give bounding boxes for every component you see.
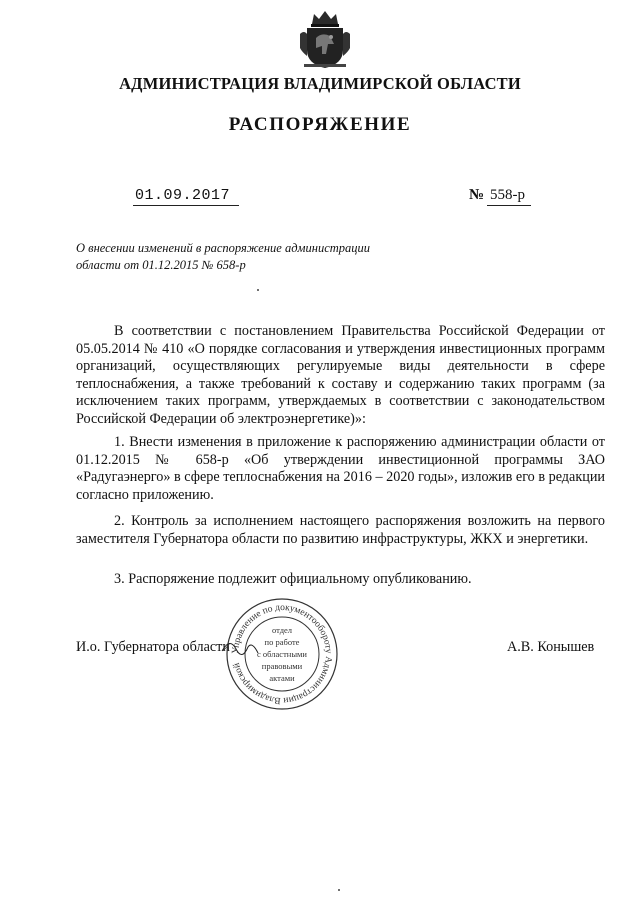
subject-line-2: области от 01.12.2015 № 658-р: [76, 258, 246, 272]
organization-title: АДМИНИСТРАЦИЯ ВЛАДИМИРСКОЙ ОБЛАСТИ: [119, 74, 521, 93]
number-underline: [487, 205, 531, 206]
document-number: 558-р: [490, 187, 525, 203]
document-subject: [76, 240, 396, 274]
document-type-title: РАСПОРЯЖЕНИЕ: [228, 114, 412, 135]
signer-position: И.о. Губернатора области: [76, 639, 230, 655]
official-stamp: [218, 597, 346, 711]
scan-speck: [257, 289, 259, 291]
body-paragraph-item-1: 1. Внести изменения в приложение к распоряжению администрации области от 01.12.2015 № 658-р «Об утверждении инвестиционной программы ЗАО «Радугаэнерго» в сфере теплоснабжения на 2016 – 2020 годы», изложив его в редакции согласно приложению.: [76, 434, 605, 503]
stamp-ring-text: Управление по документообороту Администрации Владимирской: [230, 602, 334, 706]
stamp-line-5: актами: [269, 673, 295, 683]
stamp-line-4: правовыми: [261, 661, 303, 671]
body-paragraph-preamble: В соответствии с постановлением Правительства Российской Федерации от 05.05.2014 № 410 «О порядке согласования и утверждения инвестиционных программ организаций, осуществляющих регулируемые виды деятельности в сфере теплоснабжения, а также требований к составу и содержанию таких программ (за исключением таких программ, утверждаемых в соответствии с законодательством Российской Федерации об электроэнергетике)»:: [76, 323, 605, 427]
stamp-line-3: с областными: [257, 649, 307, 659]
date-underline: [133, 205, 239, 206]
stamp-line-2: по работе: [264, 637, 300, 647]
signer-name: А.В. Конышев: [507, 639, 595, 655]
body-paragraph-item-2: 2. Контроль за исполнением настоящего распоряжения возложить на первого заместителя Губернатора области по развитию инфраструктуры, ЖКХ и энергетики.: [76, 513, 605, 547]
document-date: 01.09.2017: [135, 187, 231, 204]
scan-speck: [338, 889, 340, 891]
stamp-line-1: отдел: [271, 625, 293, 635]
body-paragraph-item-3: 3. Распоряжение подлежит официальному опубликованию.: [114, 571, 472, 587]
subject-line-1: О внесении изменений в распоряжение администрации: [76, 241, 371, 255]
coat-of-arms-icon: [298, 8, 352, 70]
number-label: №: [469, 187, 485, 203]
